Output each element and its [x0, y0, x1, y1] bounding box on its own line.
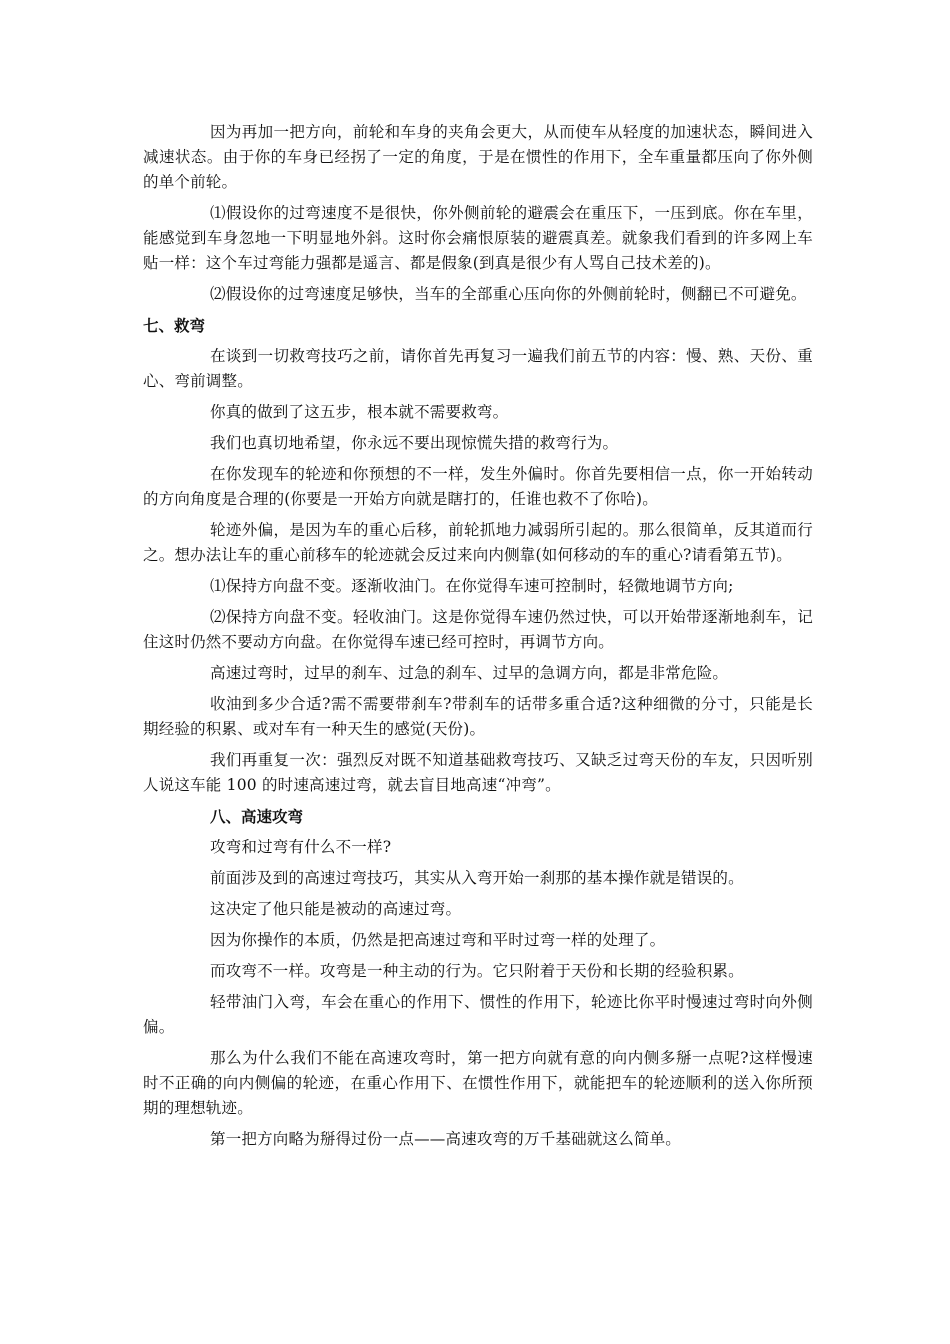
paragraph: 第一把方向略为掰得过份一点——高速攻弯的万千基础就这么简单。 [210, 1130, 682, 1148]
paragraph: 我们再重复一次：强烈反对既不知道基础救弯技巧、又缺乏过弯天份的车友，只因听别人说这车能 100 的时速高速过弯，就去盲目地高速“冲弯”。 [143, 751, 813, 794]
paragraph: 而攻弯不一样。攻弯是一种主动的行为。它只附着于天份和长期的经验积累。 [210, 962, 744, 980]
paragraph: 收油到多少合适?需不需要带刹车?带刹车的话带多重合适?这种细微的分寸，只能是长期经验的积累、或对车有一种天生的感觉(天份)。 [143, 695, 813, 738]
paragraph: ⑵假设你的过弯速度足够快，当车的全部重心压向你的外侧前轮时，侧翻已不可避免。 [210, 285, 807, 303]
document-body [143, 120, 813, 1158]
paragraph: 攻弯和过弯有什么不一样? [210, 838, 392, 856]
paragraph: 我们也真切地希望，你永远不要出现惊慌失措的救弯行为。 [210, 434, 619, 452]
paragraph: 前面涉及到的高速过弯技巧，其实从入弯开始一刹那的基本操作就是错误的。 [210, 869, 744, 887]
paragraph: ⑴假设你的过弯速度不是很快，你外侧前轮的避震会在重压下，一压到底。你在车里，能感觉到车身忽地一下明显地外斜。这时你会痛恨原装的避震真差。就象我们看到的许多网上车贴一样：这个车过弯能力强都是遥言、都是假象(到真是很少有人骂自己技术差的)。 [143, 204, 813, 272]
paragraph: 高速过弯时，过早的刹车、过急的刹车、过早的急调方向，都是非常危险。 [210, 664, 729, 682]
paragraph: 在谈到一切救弯技巧之前，请你首先再复习一遍我们前五节的内容：慢、熟、天份、重心、弯前调整。 [143, 347, 813, 390]
paragraph: 轮迹外偏，是因为车的重心后移，前轮抓地力减弱所引起的。那么很简单，反其道而行之。想办法让车的重心前移车的轮迹就会反过来向内侧靠(如何移动的车的重心?请看第五节)。 [143, 521, 813, 564]
paragraph: 这决定了他只能是被动的高速过弯。 [210, 900, 462, 918]
section-heading-8: 八、高速攻弯 [210, 807, 304, 826]
paragraph: 你真的做到了这五步，根本就不需要救弯。 [210, 403, 509, 421]
paragraph: ⑴保持方向盘不变。逐渐收油门。在你觉得车速可控制时，轻微地调节方向; [210, 577, 734, 595]
paragraph: 因为再加一把方向，前轮和车身的夹角会更大，从而使车从轻度的加速状态，瞬间进入减速状态。由于你的车身已经拐了一定的角度，于是在惯性的作用下，全车重量都压向了你外侧的单个前轮。 [143, 123, 813, 191]
paragraph: 那么为什么我们不能在高速攻弯时，第一把方向就有意的向内侧多掰一点呢?这样慢速时不正确的向内侧偏的轮迹，在重心作用下、在惯性作用下，就能把车的轮迹顺利的送入你所预期的理想轨迹。 [143, 1049, 813, 1117]
paragraph: 轻带油门入弯，车会在重心的作用下、惯性的作用下，轮迹比你平时慢速过弯时向外侧偏。 [143, 993, 813, 1036]
paragraph: ⑵保持方向盘不变。轻收油门。这是你觉得车速仍然过快，可以开始带逐渐地刹车，记住这时仍然不要动方向盘。在你觉得车速已经可控时，再调节方向。 [143, 608, 813, 651]
paragraph: 在你发现车的轮迹和你预想的不一样，发生外偏时。你首先要相信一点，你一开始转动的方向角度是合理的(你要是一开始方向就是瞎打的，任谁也救不了你哈)。 [143, 465, 813, 508]
paragraph: 因为你操作的本质，仍然是把高速过弯和平时过弯一样的处理了。 [210, 931, 666, 949]
section-heading-7: 七、救弯 [143, 316, 206, 335]
